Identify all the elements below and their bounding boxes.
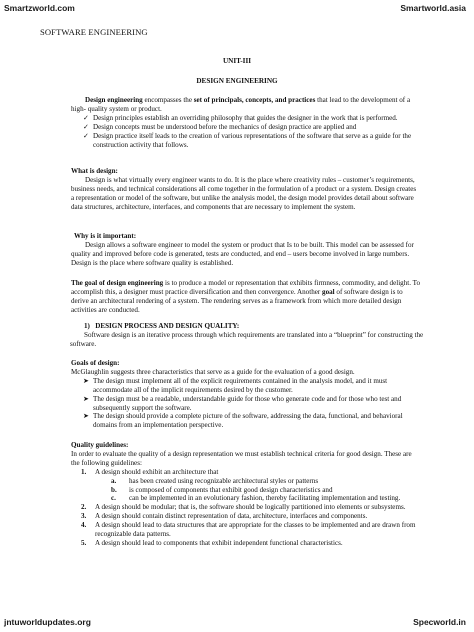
- intro-bold: set of principals, concepts, and practices: [193, 96, 316, 104]
- item-number: 2.: [81, 503, 87, 512]
- quality-guidelines-section: [71, 441, 421, 548]
- checkmark-icon: ✓: [83, 131, 89, 140]
- goals-of-design-section: [71, 359, 421, 430]
- bullet-text: The design should provide a complete picture of the software, addressing the data, functional, and behavioral domains from an implementation perspective.: [93, 412, 403, 430]
- section-heading: What is design:: [71, 167, 118, 175]
- goal-paragraph: [71, 279, 421, 315]
- watermark-top-right: Smartworld.asia: [400, 3, 466, 13]
- item-number: 5.: [81, 538, 87, 547]
- item-text: has been created using recognizable architectural styles or patterns: [129, 476, 319, 485]
- goals-bullets: [71, 377, 421, 430]
- bullet-text: Design principles establish an overriding philosophy that guides the designer in the work that is performed.: [93, 113, 398, 122]
- watermark-top-left: Smartzworld.com: [4, 3, 75, 13]
- watermark-bottom-left: jntuworldupdates.org: [4, 617, 91, 627]
- arrow-bullet-icon: ➤: [83, 376, 89, 385]
- what-is-design-section: [71, 167, 421, 212]
- section-paragraph: McGlaughlin suggests three characteristics that serve as a guide for the evaluation of a good design.: [71, 367, 355, 376]
- arrow-bullet-icon: ➤: [83, 412, 89, 421]
- list-item: [71, 412, 421, 430]
- guidelines-list-continued: [71, 503, 421, 548]
- goal-section: [71, 279, 421, 315]
- list-item: [71, 114, 421, 123]
- section-paragraph: Software design is an iterative process through which requirements are translated into a “blueprint” for constructing the software.: [70, 330, 424, 348]
- item-number: 1.: [81, 467, 87, 476]
- list-item: [71, 395, 421, 413]
- bullet-text: Design concepts must be understood before the mechanics of design practice are applied and: [93, 122, 357, 131]
- list-item: [71, 468, 421, 477]
- watermark-bottom-right: Specworld.in: [413, 617, 466, 627]
- section-title: DESIGN PROCESS AND DESIGN QUALITY:: [95, 322, 240, 330]
- bullet-text: The design must implement all of the explicit requirements contained in the analysis model, and it must accommodate all of the implicit requirements desired by the customer.: [93, 376, 388, 394]
- design-process-section: [70, 322, 424, 349]
- item-number: 3.: [81, 512, 87, 521]
- list-item: [71, 123, 421, 132]
- item-text: A design should exhibit an architecture that: [95, 467, 219, 476]
- item-label: c.: [111, 494, 116, 503]
- intro-text-2: that lead to the development of a high- quality system or product.: [71, 96, 411, 113]
- guidelines-sublist: [71, 477, 421, 504]
- item-text: can be implemented in an evolutionary fashion, thereby facilitating implementation and testing.: [129, 494, 401, 503]
- goal-bold: goal: [322, 287, 335, 296]
- section-heading: Quality guidelines:: [71, 441, 129, 449]
- section-paragraph: Design is what virtually every engineer wants to do. It is the place where creativity rules – customer’s requirements, business needs, and technical considerations all come together in the formulation of a product or a system. Design creates a representation or model of the software, but unlike the analysis model, the design model provides detail about software data structures, architecture, interfaces, and components that are necessary to implement the system.: [71, 175, 417, 211]
- list-item: [71, 539, 421, 548]
- list-item: [71, 486, 421, 495]
- why-important-section: [71, 232, 421, 268]
- bullet-text: Design practice itself leads to the creation of various representations of the software that serve as a guide for the construction activity that follows.: [93, 131, 412, 149]
- item-text: is composed of components that exhibit good design characteristics and: [129, 485, 333, 494]
- list-item: [71, 521, 421, 539]
- list-item: [71, 132, 421, 150]
- intro-text: encompasses the: [142, 96, 194, 104]
- list-item: [71, 503, 421, 512]
- chapter-title: DESIGN ENGINEERING: [196, 77, 278, 85]
- item-number: 4.: [81, 521, 87, 530]
- running-head: SOFTWARE ENGINEERING: [40, 27, 148, 37]
- item-text: A design should lead to components that exhibit independent functional characteristics.: [95, 538, 343, 547]
- section-heading: Goals of design:: [71, 359, 120, 367]
- item-text: A design should be modular; that is, the software should be logically partitioned into elements or subsystems.: [95, 503, 406, 512]
- section-heading: [84, 322, 424, 331]
- intro-paragraph: [71, 96, 421, 114]
- intro-lead: Design engineering: [85, 96, 143, 104]
- section-number: 1): [84, 322, 90, 330]
- item-text: A design should contain distinct representation of data, architecture, interfaces and components.: [95, 512, 368, 521]
- section-paragraph: Design allows a software engineer to model the system or product that Is to be built. This model can be assessed for quality and improved before code is generated, tests are conducted, and end – users become involved in large numbers. Design is the place where software quality is established.: [71, 240, 414, 267]
- checkmark-icon: ✓: [83, 122, 89, 131]
- item-label: b.: [111, 485, 117, 494]
- goal-text-2: of software design is to derive an architectural rendering of a system. The rendering serves as a framework from which more detailed design activities are conducted.: [71, 287, 403, 314]
- goal-lead: The goal of design engineering: [71, 279, 164, 287]
- goal-text: is to produce a model or representation that exhibits firmness, commodity, and delight. To accomplish this, a designer must practice diversification and then convergence. Another: [71, 279, 421, 296]
- item-text: A design should lead to data structures that are appropriate for the classes to be implemented and are drawn from recognizable data patterns.: [95, 521, 416, 539]
- intro-section: [71, 96, 421, 149]
- arrow-bullet-icon: ➤: [83, 394, 89, 403]
- unit-title: UNIT-III: [222, 57, 252, 65]
- list-item: [71, 494, 421, 503]
- list-item: [71, 377, 421, 395]
- bullet-text: The design must be a readable, understandable guide for those who generate code and for those who test and subsequently support the software.: [93, 394, 402, 412]
- section-heading: Why is it important:: [74, 232, 137, 240]
- guidelines-list: [71, 468, 421, 477]
- list-item: [71, 512, 421, 521]
- section-paragraph: In order to evaluate the quality of a design representation we must establish technical criteria for good design. These are the following guidelines:: [71, 449, 412, 467]
- intro-bullets: [71, 114, 421, 150]
- list-item: [71, 477, 421, 486]
- item-label: a.: [111, 476, 117, 485]
- checkmark-icon: ✓: [83, 113, 89, 122]
